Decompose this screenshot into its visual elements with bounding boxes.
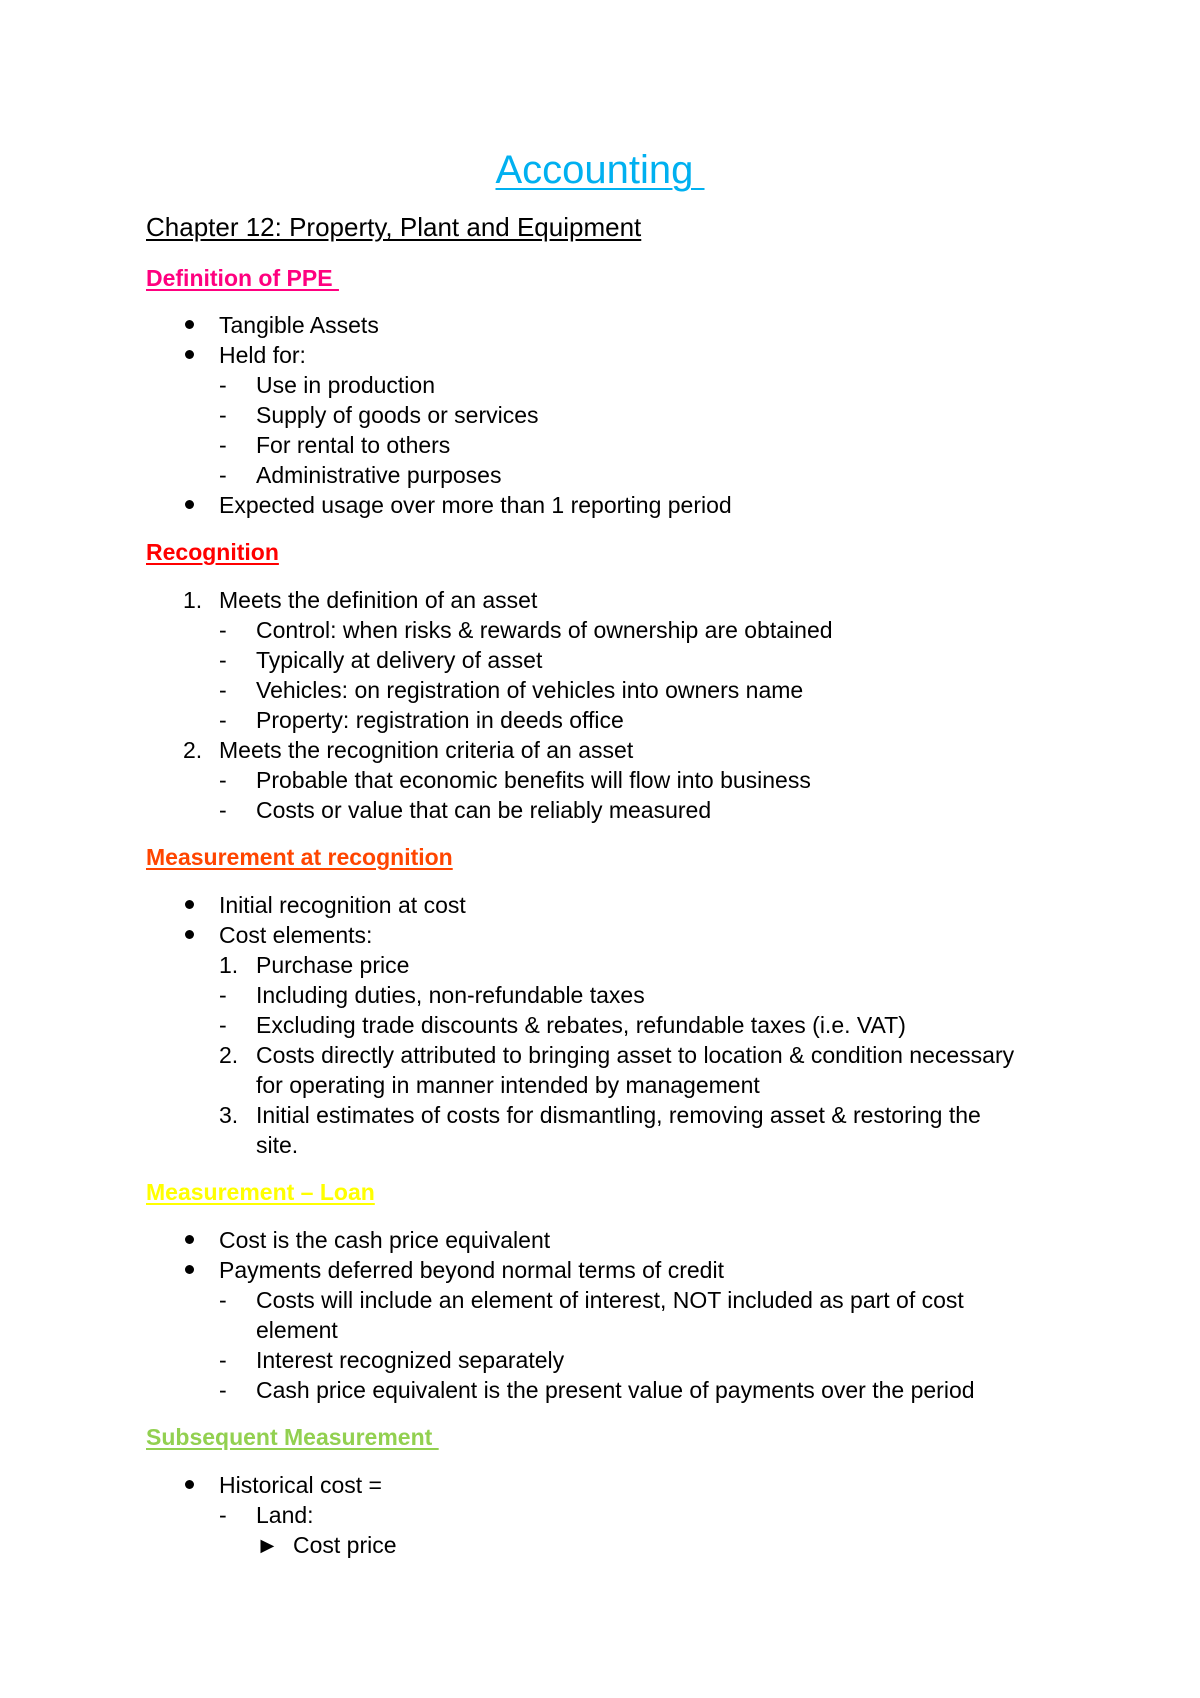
dash-marker: - (219, 1377, 227, 1403)
list-item: Excluding trade discounts & rebates, refundable taxes (i.e. VAT) (256, 1012, 906, 1038)
list-item: Vehicles: on registration of vehicles into owners name (256, 677, 804, 703)
list-item: Cost price (293, 1532, 397, 1558)
dash-marker: - (219, 1347, 227, 1373)
dash-marker: - (219, 617, 227, 643)
list-item: Initial estimates of costs for dismantling, removing asset & restoring the (256, 1102, 981, 1128)
dash-marker: - (219, 432, 227, 458)
bullet-icon (185, 900, 194, 909)
list-item: Payments deferred beyond normal terms of credit (219, 1257, 724, 1283)
list-item: Property: registration in deeds office (256, 707, 624, 733)
list-item: Cost elements: (219, 922, 373, 948)
bullet-icon (185, 930, 194, 939)
bullet-icon (185, 1265, 194, 1274)
list-item: Cash price equivalent is the present value of payments over the period (256, 1377, 975, 1403)
dash-marker: - (219, 1502, 227, 1528)
number-marker: 1. (219, 952, 239, 978)
bullet-icon (185, 350, 194, 359)
list-item: Purchase price (256, 952, 410, 978)
dash-marker: - (219, 402, 227, 428)
dash-marker: - (219, 982, 227, 1008)
list-item: Costs directly attributed to bringing asset to location & condition necessary (256, 1042, 1015, 1068)
list-item: Initial recognition at cost (219, 892, 466, 918)
dash-marker: - (219, 462, 227, 488)
list-item: Use in production (256, 372, 435, 398)
list-item: Supply of goods or services (256, 402, 539, 428)
list-item: Cost is the cash price equivalent (219, 1227, 551, 1253)
bullet-icon (185, 1480, 194, 1489)
heading-measurement-loan: Measurement – Loan (146, 1179, 375, 1205)
number-marker: 2. (183, 737, 203, 763)
dash-marker: - (219, 647, 227, 673)
dash-marker: - (219, 677, 227, 703)
number-marker: 3. (219, 1102, 239, 1128)
list-item: Typically at delivery of asset (256, 647, 543, 673)
number-marker: 2. (219, 1042, 239, 1068)
list-item: Historical cost = (219, 1472, 382, 1498)
dash-marker: - (219, 797, 227, 823)
list-item-continuation: element (256, 1317, 338, 1343)
list-item: Administrative purposes (256, 462, 502, 488)
list-item: For rental to others (256, 432, 451, 458)
list-item: Costs will include an element of interest, NOT included as part of cost (256, 1287, 964, 1313)
list-item: Meets the recognition criteria of an asset (219, 737, 634, 763)
list-item-continuation: for operating in manner intended by management (256, 1072, 760, 1098)
document-title: Accounting (495, 148, 705, 192)
list-item: Including duties, non-refundable taxes (256, 982, 645, 1008)
heading-subsequent-measurement: Subsequent Measurement (146, 1424, 439, 1450)
bullet-icon (185, 1235, 194, 1244)
list-item: Probable that economic benefits will flow into business (256, 767, 811, 793)
dash-marker: - (219, 1012, 227, 1038)
list-item-continuation: site. (256, 1132, 299, 1158)
list-item: Expected usage over more than 1 reporting period (219, 492, 732, 518)
bullet-icon (185, 320, 194, 329)
dash-marker: - (219, 767, 227, 793)
chapter-title: Chapter 12: Property, Plant and Equipment (146, 212, 642, 242)
bullet-icon (185, 500, 194, 509)
list-item: Meets the definition of an asset (219, 587, 538, 613)
list-item: Costs or value that can be reliably measured (256, 797, 712, 823)
list-item: Tangible Assets (219, 312, 379, 338)
list-item: Interest recognized separately (256, 1347, 565, 1373)
heading-measurement-at-recognition: Measurement at recognition (146, 844, 453, 870)
list-item: Land: (256, 1502, 314, 1528)
dash-marker: - (219, 707, 227, 733)
list-item: Control: when risks & rewards of ownership are obtained (256, 617, 833, 643)
list-item: Held for: (219, 342, 306, 368)
dash-marker: - (219, 1287, 227, 1313)
heading-definition: Definition of PPE (146, 265, 339, 291)
heading-recognition: Recognition (146, 539, 279, 565)
dash-marker: - (219, 372, 227, 398)
number-marker: 1. (183, 587, 203, 613)
arrow-bullet-icon: ► (256, 1532, 279, 1558)
